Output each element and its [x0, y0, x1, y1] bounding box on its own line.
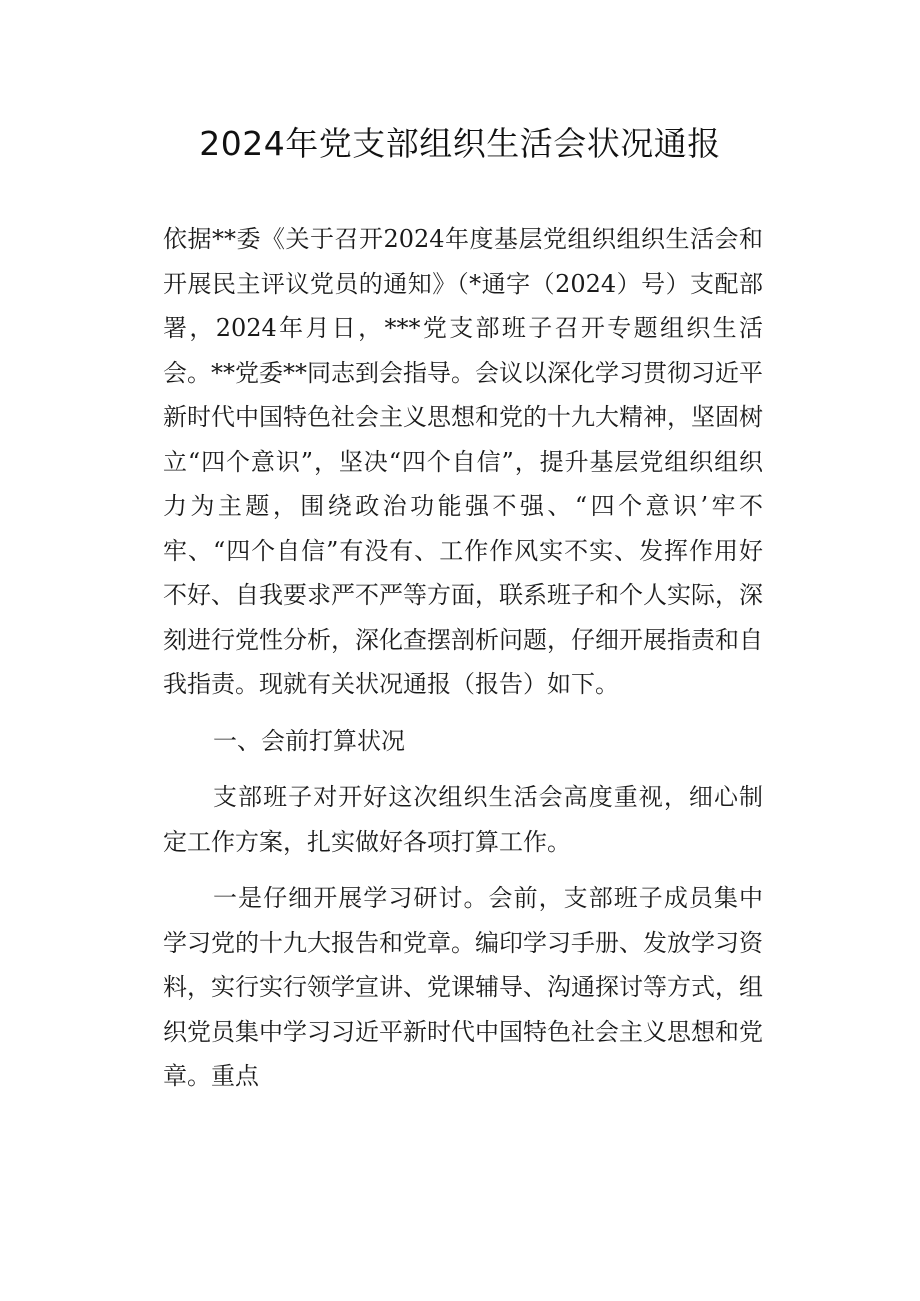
paragraph-intro: 依据**委《关于召开2024年度基层党组织组织生活会和开展民主评议党员的通知》（*通字（2024）号）支配部署，2024年月日，***党支部班子召开专题组织生活会。**党委**同志到会指导。会议以深化学习贯彻习近平新时代中国特色社会主义思想和党的十九大精神，坚固树立“四个意识”，坚决“四个自信”，提升基层党组织组织力为主题，围绕政治功能强不强、“四个意识’牢不牢、“四个自信”有没有、工作作风实不实、发挥作用好不好、自我要求严不严等方面，联系班子和个人实际，深刻进行党性分析，深化查摆剖析问题，仔细开展指责和自我指责。现就有关状况通报（报告）如下。	[163, 225, 763, 698]
section-heading-preparation: 一、会前打算状况	[213, 726, 405, 755]
document-body	[163, 217, 763, 1099]
document-title: 2024年党支部组织生活会状况通报	[199, 124, 721, 163]
paragraph-preparation-summary: 支部班子对开好这次组织生活会高度重视，细心制定工作方案，扎实做好各项打算工作。	[163, 783, 763, 856]
paragraph-study-discussion: 一是仔细开展学习研讨。会前，支部班子成员集中学习党的十九大报告和党章。编印学习手册、发放学习资料，实行实行领学宣讲、党课辅导、沟通探讨等方式，组织党员集中学习习近平新时代中国特色社会主义思想和党章。重点	[163, 884, 763, 1090]
